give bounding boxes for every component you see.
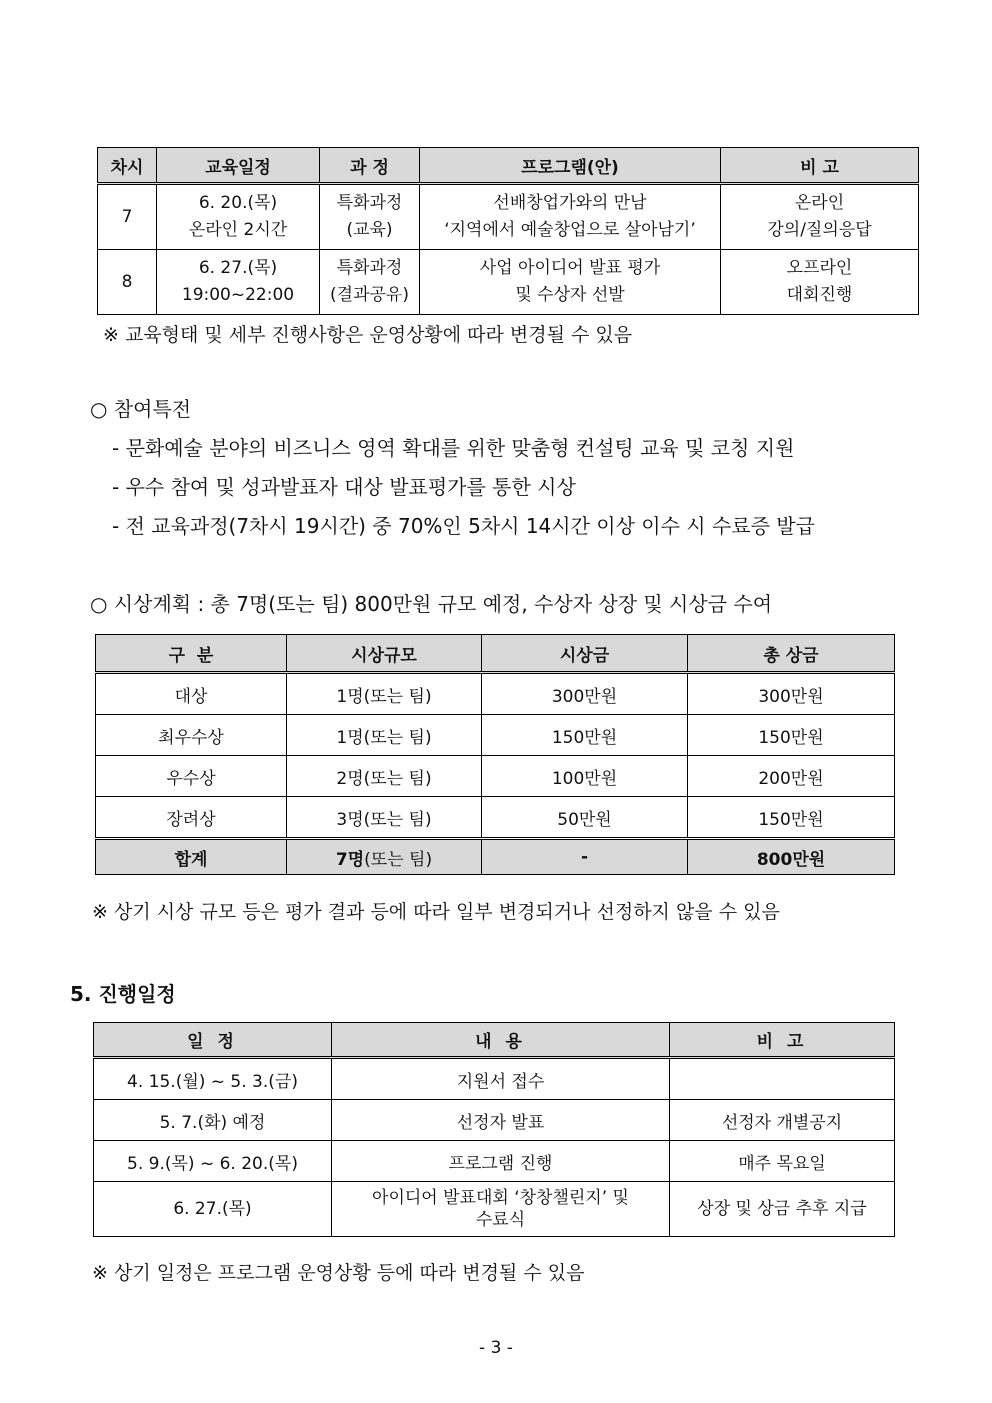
header-session: 차시 bbox=[98, 148, 157, 184]
cell-line: 온라인 2시간 bbox=[188, 220, 288, 240]
cell-prize: 50만원 bbox=[482, 797, 688, 839]
table-header-row bbox=[96, 635, 895, 673]
table-row bbox=[96, 756, 895, 797]
header-scale: 시상규모 bbox=[287, 635, 482, 673]
cell-note bbox=[670, 1058, 895, 1100]
cell-total-prize: 300만원 bbox=[688, 673, 895, 715]
cell-program bbox=[420, 184, 721, 250]
cell-scale: 1명(또는 팀) bbox=[287, 715, 482, 756]
cell-line: 사업 아이디어 발표 평가 bbox=[479, 258, 661, 278]
cell-line: (교육) bbox=[346, 220, 393, 240]
total-unit: (또는 팀) bbox=[364, 849, 433, 870]
progress-table bbox=[93, 1022, 895, 1237]
header-total-prize: 총 상금 bbox=[688, 635, 895, 673]
table-total-row bbox=[96, 839, 895, 875]
cell-note: 선정자 개별공지 bbox=[670, 1100, 895, 1141]
progress-footnote: ※ 상기 일정은 프로그램 운영상황 등에 따라 변경될 수 있음 bbox=[92, 1262, 585, 1284]
cell-schedule: 5. 9.(목) ~ 6. 20.(목) bbox=[94, 1141, 332, 1182]
cell-category: 장려상 bbox=[96, 797, 287, 839]
cell-schedule: 4. 15.(월) ~ 5. 3.(금) bbox=[94, 1058, 332, 1100]
cell-line: 특화과정 bbox=[336, 193, 403, 213]
cell-note bbox=[721, 184, 919, 250]
page-number: - 3 - bbox=[479, 1338, 513, 1358]
cell-note bbox=[721, 250, 919, 315]
section-heading: 5. 진행일정 bbox=[70, 982, 176, 1006]
cell-line: 특화과정 bbox=[336, 258, 403, 278]
header-note: 비 고 bbox=[670, 1023, 895, 1058]
cell-line: 19:00~22:00 bbox=[181, 285, 295, 305]
cell-note: 매주 목요일 bbox=[670, 1141, 895, 1182]
cell-course bbox=[320, 250, 420, 315]
cell-prize: 100만원 bbox=[482, 756, 688, 797]
total-count: 7명 bbox=[335, 849, 365, 870]
header-date: 교육일정 bbox=[157, 148, 320, 184]
table-row bbox=[94, 1100, 895, 1141]
cell-line: 대회진행 bbox=[786, 285, 853, 305]
cell-scale: 1명(또는 팀) bbox=[287, 673, 482, 715]
cell-program bbox=[420, 250, 721, 315]
cell-content: 아이디어 발표대회 ‘창창챌린지’ 및 수료식 bbox=[332, 1182, 670, 1237]
table-header-row bbox=[98, 148, 919, 184]
awards-footnote: ※ 상기 시상 규모 등은 평가 결과 등에 따라 일부 변경되거나 선정하지 않을 수 있음 bbox=[92, 901, 780, 923]
table-row bbox=[98, 184, 919, 250]
awards-title: ○ 시상계획 : 총 7명(또는 팀) 800만원 규모 예정, 수상자 상장 및 시상금 수여 bbox=[90, 592, 773, 616]
cell-line: (결과공유) bbox=[330, 285, 409, 305]
header-course: 과 정 bbox=[320, 148, 420, 184]
cell-schedule: 6. 27.(목) bbox=[94, 1182, 332, 1237]
cell-total-sum: 800만원 bbox=[688, 839, 895, 875]
cell-prize: 150만원 bbox=[482, 715, 688, 756]
cell-total-scale bbox=[287, 839, 482, 875]
cell-total-label: 합계 bbox=[96, 839, 287, 875]
table-row bbox=[96, 715, 895, 756]
benefits-title: ○ 참여특전 bbox=[90, 397, 192, 421]
cell-content: 선정자 발표 bbox=[332, 1100, 670, 1141]
benefit-item: - 전 교육과정(7차시 19시간) 중 70%인 5차시 14시간 이상 이수 시 수료증 발급 bbox=[112, 514, 815, 538]
cell-prize: 300만원 bbox=[482, 673, 688, 715]
cell-line: 강의/질의응답 bbox=[767, 220, 872, 240]
header-note: 비 고 bbox=[721, 148, 919, 184]
header-category: 구 분 bbox=[96, 635, 287, 673]
cell-date bbox=[157, 184, 320, 250]
cell-date bbox=[157, 250, 320, 315]
cell-schedule: 5. 7.(화) 예정 bbox=[94, 1100, 332, 1141]
header-prize: 시상금 bbox=[482, 635, 688, 673]
cell-category: 우수상 bbox=[96, 756, 287, 797]
table-row bbox=[94, 1141, 895, 1182]
schedule-footnote: ※ 교육형태 및 세부 진행사항은 운영상황에 따라 변경될 수 있음 bbox=[103, 324, 633, 346]
table-row bbox=[94, 1182, 895, 1237]
cell-line: 오프라인 bbox=[786, 258, 853, 278]
header-program: 프로그램(안) bbox=[420, 148, 721, 184]
cell-total-prize: 200만원 bbox=[688, 756, 895, 797]
cell-content: 지원서 접수 bbox=[332, 1058, 670, 1100]
cell-content: 프로그램 진행 bbox=[332, 1141, 670, 1182]
cell-category: 대상 bbox=[96, 673, 287, 715]
cell-scale: 3명(또는 팀) bbox=[287, 797, 482, 839]
benefit-item: - 우수 참여 및 성과발표자 대상 발표평가를 통한 시상 bbox=[112, 475, 576, 499]
cell-note: 상장 및 상금 추후 지급 bbox=[670, 1182, 895, 1237]
table-row bbox=[94, 1058, 895, 1100]
cell-line: 선배창업가와의 만남 bbox=[493, 193, 647, 213]
cell-session: 8 bbox=[98, 250, 157, 315]
header-content: 내 용 bbox=[332, 1023, 670, 1058]
awards-table bbox=[95, 634, 895, 875]
cell-line: 6. 20.(목) bbox=[198, 193, 278, 213]
schedule-table bbox=[97, 147, 919, 315]
cell-total-prize-dash: - bbox=[482, 839, 688, 875]
cell-scale: 2명(또는 팀) bbox=[287, 756, 482, 797]
cell-course bbox=[320, 184, 420, 250]
cell-category: 최우수상 bbox=[96, 715, 287, 756]
table-row bbox=[98, 250, 919, 315]
table-row bbox=[96, 673, 895, 715]
cell-line: 및 수상자 선발 bbox=[515, 285, 625, 305]
cell-line: ‘지역에서 예술창업으로 살아남기’ bbox=[444, 220, 696, 240]
cell-total-prize: 150만원 bbox=[688, 797, 895, 839]
cell-total-prize: 150만원 bbox=[688, 715, 895, 756]
table-row bbox=[96, 797, 895, 839]
cell-line: 6. 27.(목) bbox=[198, 258, 278, 278]
cell-session: 7 bbox=[98, 184, 157, 250]
header-schedule: 일 정 bbox=[94, 1023, 332, 1058]
table-header-row bbox=[94, 1023, 895, 1058]
cell-line: 온라인 bbox=[794, 193, 845, 213]
benefit-item: - 문화예술 분야의 비즈니스 영역 확대를 위한 맞춤형 컨설팅 교육 및 코칭 지원 bbox=[112, 436, 795, 460]
